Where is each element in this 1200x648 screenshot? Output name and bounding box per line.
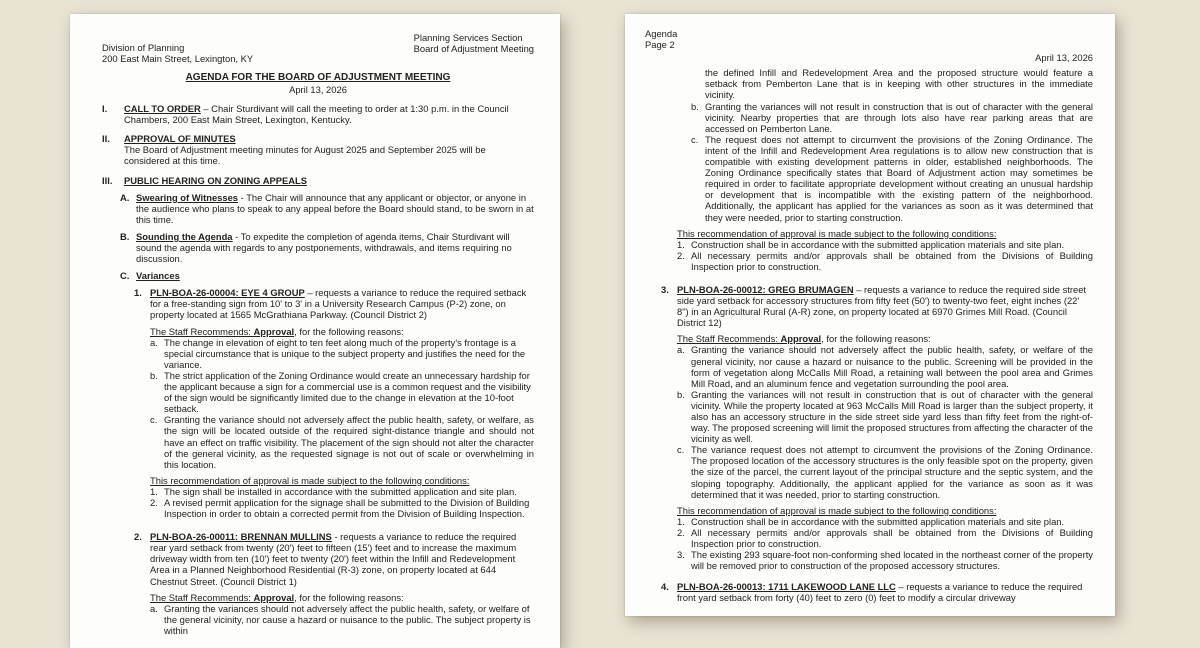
subsection-sounding (120, 231, 534, 264)
header-left (102, 42, 253, 64)
rec-suffix: , for the following reasons: (821, 333, 931, 345)
continued-conditions (677, 228, 1093, 272)
conditions-heading: This recommendation of approval is made subject to the following conditions: (677, 227, 997, 239)
reason (677, 344, 1093, 388)
reason-marker: a. (150, 336, 158, 348)
case-description: – requests a variance to reduce the required setback for a free-standing sign from 10' to 3' in a University Research Campus (P-2) zone, on property located at 1565 McGrathiana Parkway. (Council District 2) (150, 287, 527, 321)
page-header (645, 28, 1093, 63)
condition-text: The existing 293 square-foot non-conforming shed located in the northeast corner of the property will be removed prior to construction of the proposed accessory structures. (691, 549, 1093, 572)
reason-text: Granting the variances will not result in construction that is out of character with the general vicinity. While the property located at 963 McCalls Mill Road is larger than the subject property, it also has an accessory structure in the side street side yard less than fifty feet from the right-of-way. The proposed screening will limit the proposed structures from affecting the character of the vicinity as well. (691, 388, 1093, 445)
reason-marker: a. (677, 344, 685, 356)
subsection-letter: C. (120, 270, 130, 282)
reason (677, 444, 1093, 499)
subsection-variances (120, 270, 534, 281)
section-text: – Chair Sturdivant will call the meeting to order at 1:30 p.m. in the Council Chambers, 200 East Main Street, Lexington, Kentucky. (124, 103, 509, 126)
condition (677, 549, 1093, 571)
subsection-text: - To expedite the completion of agenda items, Chair Sturdivant will sound the agenda with regards to any postponements, withdrawals, and items requiring no discussion. (136, 230, 512, 265)
reason (677, 389, 1093, 444)
condition (677, 250, 1093, 272)
staff-recommendation (150, 326, 534, 337)
division-name: Division of Planning (102, 42, 185, 53)
subsection-letter: A. (120, 191, 130, 203)
item-number: 4. (661, 581, 669, 593)
rec-prefix: The Staff Recommends: (677, 333, 781, 345)
meeting-name: Board of Adjustment Meeting (413, 43, 534, 55)
reason-text: Granting the variances should not adversely affect the public health, safety, or welfare of the general vicinity, nor cause a hazard or nuisance to the public. The subject property is within (164, 602, 531, 636)
case-heading: PLN-BOA-26-00004: EYE 4 GROUP (150, 287, 305, 299)
rec-suffix: , for the following reasons: (294, 591, 404, 603)
condition-marker: 2. (677, 526, 685, 538)
reason-text: Granting the variance should not adversely affect the public health, safety, or welfare, as the sign will be located outside of the required sight-distance triangle and should not have an effect on traffic visibility. The placement of the sign should not alter the character of the general vicinity, as the requested signage is not out of scale or overwhelming in this location. (164, 414, 534, 470)
staff-recommendation (677, 333, 1093, 344)
condition-marker: 1. (677, 515, 685, 527)
section-heading: CALL TO ORDER (124, 103, 201, 115)
agenda-page-2 (625, 14, 1115, 616)
page-header (102, 32, 534, 64)
reason (150, 370, 534, 414)
condition-text: A revised permit application for the signage shall be submitted to the Division of Building Inspection in order to obtain a corrected permit from the Division of Building Inspection. (164, 496, 530, 520)
conditions-heading: This recommendation of approval is made subject to the following conditions: (150, 474, 470, 486)
reason-text: The strict application of the Zoning Ordinance would create an unnecessary hardship for the applicant because a sign for a commercial use is a common request and the visibility of the sign would be significantly limited due to the change in elevation at the 10-foot setback. (164, 369, 531, 415)
section-name: Planning Services Section (413, 32, 523, 43)
header-agenda: Agenda (645, 28, 678, 39)
reason-marker: b. (677, 388, 685, 400)
agenda-page-1 (70, 14, 560, 648)
variance-item-3 (661, 284, 1093, 571)
case-description: - requests a variance to reduce the required rear yard setback from twenty (20') feet to fifteen (15') feet and to increase the maximum driveway width from ten (10') feet to twenty (20') feet within the Infill and Redevelopment Area in a Planned Neighborhood Residential (R-3) zone, on property located at 644 Chestnut Street. (Council District 1) (150, 531, 517, 587)
reason-text: Granting the variances will not result in construction that is out of character with the general vicinity. Nearby properties that are through lots also have rear parking areas that are accessed on Pemberton Lane. (705, 100, 1093, 134)
subsection-swearing (120, 192, 534, 225)
variance-item-4 (661, 581, 1093, 603)
condition (150, 486, 534, 497)
rec-prefix: The Staff Recommends: (150, 591, 254, 603)
condition-marker: 1. (677, 238, 685, 250)
rec-word: Approval (780, 333, 822, 345)
condition (677, 239, 1093, 250)
variance-item-2 (134, 531, 534, 636)
section-number: I. (102, 103, 108, 115)
subsection-heading: Variances (136, 270, 180, 282)
condition-text: All necessary permits and/or approvals shall be obtained from the Divisions of Building Inspection prior to construction. (691, 526, 1093, 550)
case-description: – requests a variance to reduce the required side street side yard setback for accessory structures from fifty feet (50') to twenty-two feet, eight inches (22' 8") in an Agricultural Rural (A-R) zone, on property located at 6970 Grimes Mill Road. (Council District 12) (677, 283, 1087, 329)
condition (677, 527, 1093, 549)
agenda-title: AGENDA FOR THE BOARD OF ADJUSTMENT MEETING (185, 72, 451, 84)
reason-marker: c. (691, 133, 699, 145)
section-number: III. (102, 174, 113, 186)
division-address: 200 East Main Street, Lexington, KY (102, 53, 254, 65)
reason-text: The change in elevation of eight to ten feet along much of the property's frontage is a special circumstance that is unique to the subject property and justifies the need for the variance. (164, 336, 526, 370)
continued-text: the defined Infill and Redevelopment Area and the proposed structure would feature a setback from Pemberton Lane that is in keeping with other structures in the immediate vicinity. (705, 67, 1093, 101)
reason-text: Granting the variance should not adversely affect the public health, safety, or welfare of the general vicinity, nor cause a hazard or nuisance to the public. Screening will be provided in the form of vegetation along McCalls Mill Road, a retaining wall between the pool area and Grimes Mill Road, and an aluminum fence and vegetation surrounding the pool area. (691, 344, 1093, 389)
section-approval-of-minutes (102, 133, 534, 166)
condition-text: All necessary permits and/or approvals shall be obtained from the Divisions of Building Inspection prior to construction. (691, 249, 1093, 272)
condition-marker: 3. (677, 549, 685, 561)
section-heading: PUBLIC HEARING ON ZONING APPEALS (124, 174, 307, 186)
condition-marker: 1. (150, 485, 158, 497)
condition-text: Construction shall be in accordance with the submitted application materials and site plan. (691, 515, 1065, 527)
case-heading: PLN-BOA-26-00013: 1711 LAKEWOOD LANE LLC (677, 581, 896, 593)
item-number: 2. (134, 531, 142, 543)
reason-marker: c. (677, 444, 685, 456)
condition-marker: 2. (150, 496, 158, 508)
reason-marker: a. (150, 602, 158, 614)
header-right (414, 32, 534, 54)
condition (677, 516, 1093, 527)
condition (150, 497, 534, 519)
condition-marker: 2. (677, 249, 685, 261)
variance-item-1 (134, 287, 534, 519)
item-number: 3. (661, 283, 669, 295)
section-call-to-order (102, 103, 534, 125)
section-public-hearing (102, 175, 534, 186)
staff-recommendation (150, 592, 534, 603)
reason-marker: b. (150, 369, 158, 381)
reason-text: The variance request does not attempt to circumvent the provisions of the Zoning Ordinance. The proposed location of the accessory structures is the only feasible spot on the property, given the size of the parcel, the current layout of the principal structure and the septic system, and the sloping topography. Additionally, the applicant applied for the variance as soon as it was determined that it was needed, prior to starting construction. (691, 444, 1093, 500)
reason (150, 603, 534, 636)
reason (691, 101, 1093, 134)
reason (150, 337, 534, 370)
item-number: 1. (134, 287, 142, 299)
conditions-heading: This recommendation of approval is made subject to the following conditions: (677, 504, 997, 516)
case-heading: PLN-BOA-26-00012: GREG BRUMAGEN (677, 283, 854, 295)
reason (150, 414, 534, 469)
reason (691, 134, 1093, 223)
rec-prefix: The Staff Recommends: (150, 325, 254, 337)
reason-marker: b. (691, 100, 699, 112)
subsection-text: - The Chair will announce that any applicant or objector, or anyone in the audience who plans to speak to any appeal before the Board should stand, to be sworn in at this time. (136, 191, 534, 225)
continued-reasons (691, 67, 1093, 222)
subsection-heading: Swearing of Witnesses (136, 191, 239, 203)
subsection-heading: Sounding the Agenda (136, 230, 233, 242)
section-text: The Board of Adjustment meeting minutes for August 2025 and September 2025 will be considered at this time. (124, 144, 486, 167)
case-description: – requests a variance to reduce the required front yard setback from forty (40) feet to zero (0) feet to modify a circular driveway (677, 581, 1083, 604)
condition-text: The sign shall be installed in accordance with the submitted application and site plan. (164, 485, 517, 497)
case-heading: PLN-BOA-26-00011: BRENNAN MULLINS (150, 531, 332, 543)
agenda-date: April 13, 2026 (289, 83, 347, 95)
condition-text: Construction shall be in accordance with the submitted application materials and site plan. (691, 238, 1065, 250)
subsection-letter: B. (120, 230, 130, 242)
rec-word: Approval (253, 325, 295, 337)
page-date: April 13, 2026 (1035, 52, 1093, 64)
reason-text: The request does not attempt to circumvent the provisions of the Zoning Ordinance. The intent of the Infill and Redevelopment Area regulations is to allow new construction that is compatible with existing development patterns in older, established neighborhoods. The Zoning Ordinance specifically states that Board of Adjustment action may sometimes be required in order to facilitate appropriate development without creating an unusual hardship or development that is incompatible with the existing pattern of the neighborhood. Additionally, the applicant has applied for the variances as soon as it was determined that they were needed, prior to starting construction. (705, 133, 1093, 223)
reason-marker: c. (150, 414, 158, 426)
section-number: II. (102, 133, 110, 145)
section-heading: APPROVAL OF MINUTES (124, 133, 236, 145)
rec-word: Approval (253, 591, 295, 603)
document-title (102, 72, 534, 95)
page-number: Page 2 (645, 39, 675, 51)
rec-suffix: , for the following reasons: (294, 325, 404, 337)
